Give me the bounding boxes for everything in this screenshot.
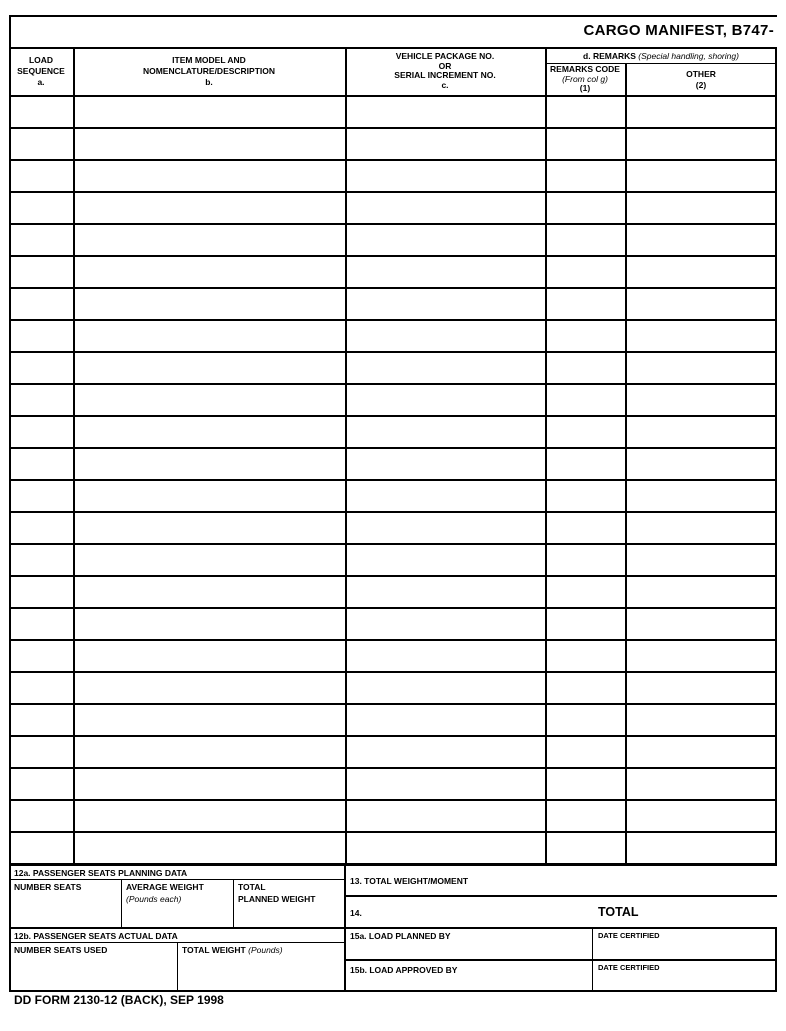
s13-label: 13. TOTAL WEIGHT/MOMENT	[350, 876, 469, 886]
total-label: TOTAL	[598, 905, 639, 919]
s12a-avg-note: (Pounds each)	[126, 894, 182, 904]
vehicle-package-no-cell[interactable]	[347, 97, 545, 127]
load-sequence-cell[interactable]	[11, 289, 73, 319]
s15-mid	[344, 959, 777, 961]
remarks-other-cell[interactable]	[627, 161, 775, 191]
remarks-other-cell[interactable]	[627, 449, 775, 479]
col-d2-line1: OTHER	[686, 69, 716, 79]
remarks-other-cell[interactable]	[627, 577, 775, 607]
col-d-header	[546, 51, 776, 62]
col-b-header	[74, 55, 344, 88]
s12b-number-seats-used: NUMBER SEATS USED	[14, 945, 108, 955]
remarks-other-cell[interactable]	[627, 641, 775, 671]
s14-label: 14.	[350, 908, 362, 918]
load-sequence-cell[interactable]	[11, 705, 73, 735]
col-d2-header	[626, 69, 776, 91]
s15-top	[344, 927, 777, 929]
s12b-vline	[177, 942, 178, 992]
vehicle-package-no-cell[interactable]	[347, 193, 545, 223]
load-sequence-cell[interactable]	[11, 449, 73, 479]
col-d1-line1: REMARKS CODE	[550, 64, 620, 74]
s12b-title: 12b. PASSENGER SEATS ACTUAL DATA	[14, 931, 178, 941]
remarks-code-cell[interactable]	[547, 481, 625, 511]
load-sequence-cell[interactable]	[11, 801, 73, 831]
col-d1-line3: (1)	[579, 83, 591, 93]
remarks-code-cell[interactable]	[547, 321, 625, 351]
vehicle-package-no-cell[interactable]	[347, 769, 545, 799]
item-description-cell[interactable]	[75, 673, 345, 703]
col-b-line1: ITEM MODEL AND	[172, 55, 246, 65]
vehicle-package-no-cell[interactable]	[347, 417, 545, 447]
form-footer: DD FORM 2130-12 (BACK), SEP 1998	[14, 993, 224, 1007]
s12a-total1: TOTAL	[238, 882, 266, 892]
date-certified-1: DATE CERTIFIED	[598, 931, 660, 940]
total-planned-weight-field[interactable]	[235, 906, 343, 926]
remarks-other-cell[interactable]	[627, 225, 775, 255]
load-sequence-cell[interactable]	[11, 321, 73, 351]
vehicle-package-no-cell[interactable]	[347, 545, 545, 575]
remarks-code-cell[interactable]	[547, 641, 625, 671]
total-weight-field[interactable]	[179, 957, 343, 990]
item-description-cell[interactable]	[75, 225, 345, 255]
item-description-cell[interactable]	[75, 513, 345, 543]
remarks-other-cell[interactable]	[627, 705, 775, 735]
vehicle-package-no-cell[interactable]	[347, 641, 545, 671]
vehicle-package-no-cell[interactable]	[347, 737, 545, 767]
col-a-line2: SEQUENCE	[17, 66, 65, 76]
item-description-cell[interactable]	[75, 609, 345, 639]
load-sequence-cell[interactable]	[11, 129, 73, 159]
load-sequence-cell[interactable]	[11, 353, 73, 383]
load-sequence-cell[interactable]	[11, 833, 73, 863]
load-sequence-cell[interactable]	[11, 769, 73, 799]
vehicle-package-no-cell[interactable]	[347, 801, 545, 831]
remarks-code-cell[interactable]	[547, 161, 625, 191]
item-description-cell[interactable]	[75, 833, 345, 863]
total-weight-moment-field[interactable]	[346, 866, 776, 895]
vehicle-package-no-cell[interactable]	[347, 321, 545, 351]
remarks-other-cell[interactable]	[627, 513, 775, 543]
s14-field[interactable]	[346, 897, 776, 926]
remarks-code-cell[interactable]	[547, 257, 625, 287]
remarks-code-cell[interactable]	[547, 353, 625, 383]
item-description-cell[interactable]	[75, 481, 345, 511]
load-sequence-cell[interactable]	[11, 161, 73, 191]
load-planned-by-field[interactable]	[346, 943, 590, 958]
load-sequence-cell[interactable]	[11, 257, 73, 287]
vehicle-package-no-cell[interactable]	[347, 161, 545, 191]
item-description-cell[interactable]	[75, 737, 345, 767]
col-a-line3: a.	[37, 77, 45, 87]
remarks-code-cell[interactable]	[547, 769, 625, 799]
s12a-number-seats: NUMBER SEATS	[14, 882, 82, 892]
load-sequence-cell[interactable]	[11, 609, 73, 639]
col-c-line3: SERIAL INCREMENT NO.	[394, 70, 496, 80]
vehicle-package-no-cell[interactable]	[347, 513, 545, 543]
remarks-other-cell[interactable]	[627, 609, 775, 639]
remarks-other-cell[interactable]	[627, 737, 775, 767]
load-sequence-cell[interactable]	[11, 385, 73, 415]
s12b-total-weight-label: TOTAL WEIGHT	[182, 945, 246, 955]
col-c-line4: c.	[441, 79, 449, 90]
item-description-cell[interactable]	[75, 321, 345, 351]
remarks-other-cell[interactable]	[627, 129, 775, 159]
remarks-code-cell[interactable]	[547, 833, 625, 863]
table-right-border	[775, 47, 777, 863]
s12b-total-weight-note: (Pounds)	[248, 945, 283, 955]
item-description-cell[interactable]	[75, 769, 345, 799]
item-description-cell[interactable]	[75, 449, 345, 479]
remarks-code-cell[interactable]	[547, 193, 625, 223]
load-sequence-cell[interactable]	[11, 737, 73, 767]
s15a-label: 15a. LOAD PLANNED BY	[350, 931, 451, 941]
col-c-header	[346, 52, 544, 90]
date-certified-1-field[interactable]	[594, 943, 774, 958]
remarks-other-cell[interactable]	[627, 417, 775, 447]
vehicle-package-no-cell[interactable]	[347, 353, 545, 383]
vehicle-package-no-cell[interactable]	[347, 257, 545, 287]
item-description-cell[interactable]	[75, 545, 345, 575]
load-sequence-cell[interactable]	[11, 577, 73, 607]
s12b-total-weight	[182, 945, 283, 955]
col-a-header	[10, 55, 72, 88]
remarks-other-cell[interactable]	[627, 801, 775, 831]
col-a-line1: LOAD	[28, 55, 54, 65]
s12b-top	[9, 927, 345, 929]
s12a-vline2	[233, 879, 234, 927]
avg-weight-field[interactable]	[123, 906, 231, 926]
remarks-other-cell[interactable]	[627, 97, 775, 127]
vehicle-package-no-cell[interactable]	[347, 449, 545, 479]
remarks-code-cell[interactable]	[547, 513, 625, 543]
load-approved-by-field[interactable]	[346, 976, 590, 991]
col-d-label: d. REMARKS	[583, 51, 636, 61]
vehicle-package-no-cell[interactable]	[347, 225, 545, 255]
item-description-cell[interactable]	[75, 97, 345, 127]
remarks-other-cell[interactable]	[627, 481, 775, 511]
load-sequence-cell[interactable]	[11, 417, 73, 447]
vehicle-package-no-cell[interactable]	[347, 673, 545, 703]
load-sequence-cell[interactable]	[11, 513, 73, 543]
title-divider	[9, 47, 777, 49]
remarks-other-cell[interactable]	[627, 673, 775, 703]
date-certified-2-field[interactable]	[594, 976, 774, 991]
s15-right-border	[775, 927, 777, 992]
col-c-line2: OR	[438, 60, 452, 71]
item-description-cell[interactable]	[75, 385, 345, 415]
vehicle-package-no-cell[interactable]	[347, 577, 545, 607]
s12a-title: 12a. PASSENGER SEATS PLANNING DATA	[14, 868, 188, 878]
s12a-divider	[9, 879, 345, 880]
item-description-cell[interactable]	[75, 161, 345, 191]
item-description-cell[interactable]	[75, 705, 345, 735]
col-d-note: (Special handling, shoring)	[638, 51, 739, 61]
remarks-code-cell[interactable]	[547, 129, 625, 159]
vehicle-package-no-cell[interactable]	[347, 481, 545, 511]
item-description-cell[interactable]	[75, 801, 345, 831]
load-sequence-cell[interactable]	[11, 193, 73, 223]
remarks-code-cell[interactable]	[547, 577, 625, 607]
remarks-code-cell[interactable]	[547, 673, 625, 703]
vehicle-package-no-cell[interactable]	[347, 833, 545, 863]
col-d2-line2: (2)	[695, 80, 707, 90]
load-sequence-cell[interactable]	[11, 97, 73, 127]
vehicle-package-no-cell[interactable]	[347, 385, 545, 415]
remarks-code-cell[interactable]	[547, 801, 625, 831]
remarks-other-cell[interactable]	[627, 321, 775, 351]
item-description-cell[interactable]	[75, 193, 345, 223]
load-sequence-cell[interactable]	[11, 673, 73, 703]
item-description-cell[interactable]	[75, 417, 345, 447]
remarks-code-cell[interactable]	[547, 385, 625, 415]
vehicle-package-no-cell[interactable]	[347, 705, 545, 735]
col-d1-line2: (From col g)	[562, 73, 608, 84]
vehicle-package-no-cell[interactable]	[347, 289, 545, 319]
item-description-cell[interactable]	[75, 353, 345, 383]
s12a-vline1	[121, 879, 122, 927]
load-sequence-cell[interactable]	[11, 545, 73, 575]
remarks-code-cell[interactable]	[547, 705, 625, 735]
remarks-other-cell[interactable]	[627, 545, 775, 575]
date-certified-2: DATE CERTIFIED	[598, 963, 660, 972]
remarks-code-cell[interactable]	[547, 609, 625, 639]
item-description-cell[interactable]	[75, 641, 345, 671]
item-description-cell[interactable]	[75, 257, 345, 287]
remarks-code-cell[interactable]	[547, 449, 625, 479]
remarks-other-cell[interactable]	[627, 385, 775, 415]
remarks-other-cell[interactable]	[627, 193, 775, 223]
load-sequence-cell[interactable]	[11, 641, 73, 671]
number-seats-field[interactable]	[11, 906, 119, 926]
s15b-label: 15b. LOAD APPROVED BY	[350, 965, 458, 975]
number-seats-used-field[interactable]	[11, 957, 175, 990]
s12a-avg-weight: AVERAGE WEIGHT	[126, 882, 204, 892]
remarks-other-cell[interactable]	[627, 289, 775, 319]
item-description-cell[interactable]	[75, 577, 345, 607]
col-d1-header	[546, 65, 624, 94]
item-description-cell[interactable]	[75, 129, 345, 159]
form-title: CARGO MANIFEST, B747-	[583, 22, 774, 39]
col-b-line3: b.	[205, 77, 213, 87]
load-sequence-cell[interactable]	[11, 225, 73, 255]
remarks-other-cell[interactable]	[627, 833, 775, 863]
remarks-other-cell[interactable]	[627, 769, 775, 799]
remarks-other-cell[interactable]	[627, 353, 775, 383]
vehicle-package-no-cell[interactable]	[347, 129, 545, 159]
col-b-line2: NOMENCLATURE/DESCRIPTION	[142, 66, 276, 76]
remarks-code-cell[interactable]	[547, 545, 625, 575]
remarks-code-cell[interactable]	[547, 417, 625, 447]
remarks-code-cell[interactable]	[547, 97, 625, 127]
remarks-other-cell[interactable]	[627, 257, 775, 287]
item-description-cell[interactable]	[75, 289, 345, 319]
load-sequence-cell[interactable]	[11, 481, 73, 511]
remarks-code-cell[interactable]	[547, 737, 625, 767]
remarks-code-cell[interactable]	[547, 225, 625, 255]
vehicle-package-no-cell[interactable]	[347, 609, 545, 639]
s12a-total2: PLANNED WEIGHT	[238, 894, 316, 904]
col-c-line1: VEHICLE PACKAGE NO.	[395, 51, 495, 61]
remarks-code-cell[interactable]	[547, 289, 625, 319]
